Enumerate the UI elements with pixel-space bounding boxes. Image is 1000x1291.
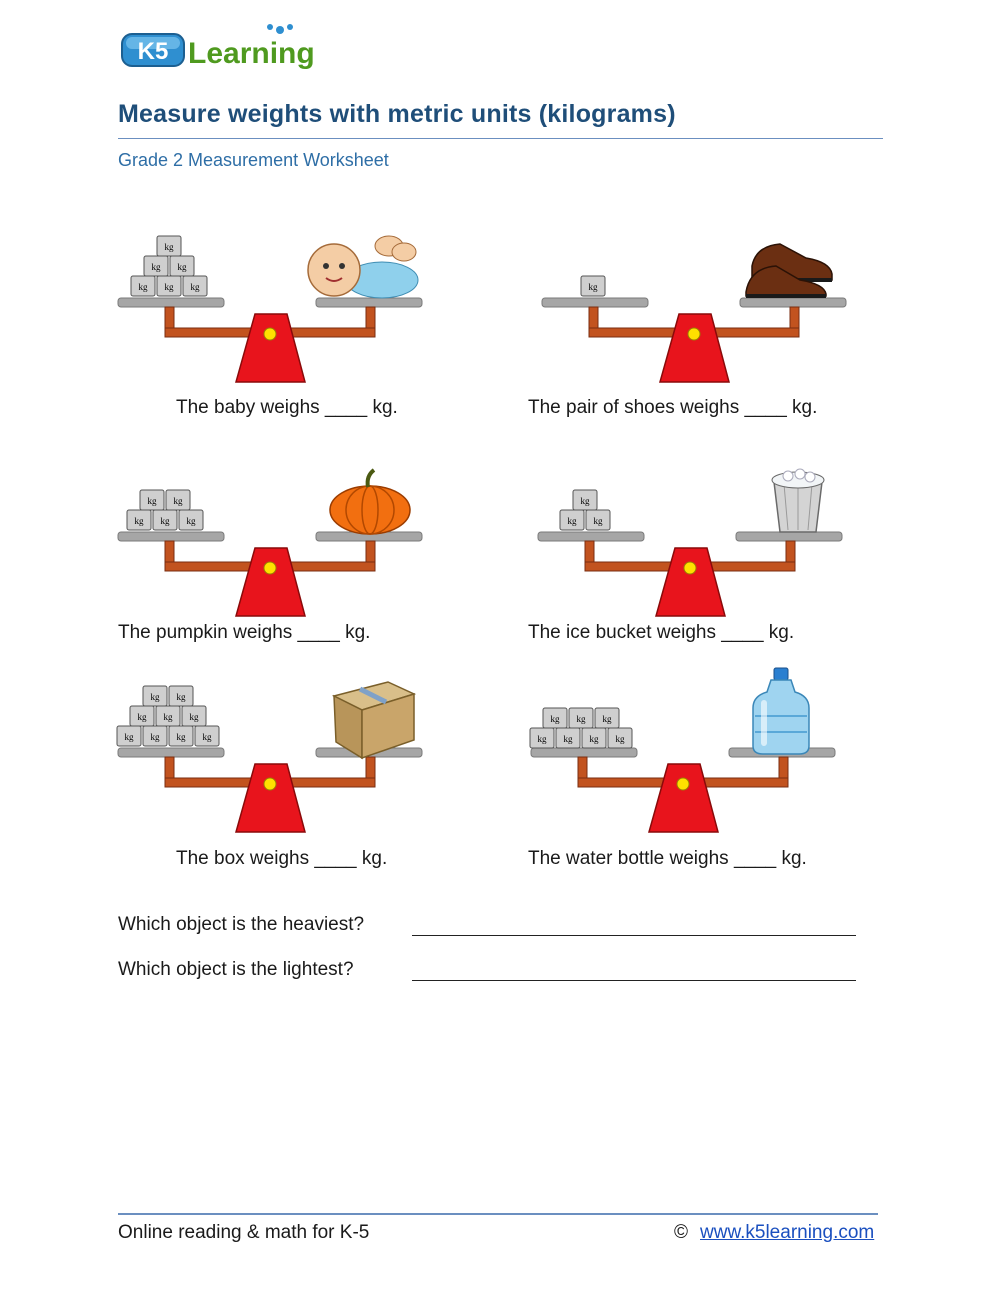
svg-text:kg: kg [602, 714, 612, 724]
svg-text:kg: kg [588, 282, 598, 292]
ice-bucket-illustration [772, 469, 824, 532]
svg-text:kg: kg [615, 734, 625, 744]
footer-divider [118, 1213, 878, 1215]
svg-text:kg: kg [151, 262, 161, 272]
caption-ice-bucket: The ice bucket weighs ____ kg. [528, 622, 795, 643]
kg-weights-stack [581, 276, 605, 296]
svg-text:kg: kg [563, 734, 573, 744]
caption-pumpkin: The pumpkin weighs ____ kg. [118, 622, 371, 643]
svg-text:kg: kg [137, 712, 147, 722]
caption-baby: The baby weighs ____ kg. [176, 397, 398, 418]
svg-text:kg: kg [176, 692, 186, 702]
svg-text:kg: kg [593, 516, 603, 526]
svg-text:kg: kg [537, 734, 547, 744]
kg-weights-stack [560, 490, 610, 530]
svg-text:kg: kg [202, 732, 212, 742]
scale-shoes [538, 222, 858, 392]
svg-text:kg: kg [160, 516, 170, 526]
page-subtitle: Grade 2 Measurement Worksheet [118, 150, 389, 170]
shoes-illustration [746, 244, 832, 298]
svg-text:kg: kg [138, 282, 148, 292]
question-heaviest: Which object is the heaviest? [118, 914, 365, 935]
water-bottle-illustration [753, 668, 809, 754]
baby-illustration [308, 236, 418, 298]
footer-website-link[interactable]: www.k5learning.com [700, 1222, 875, 1243]
svg-text:kg: kg [150, 732, 160, 742]
box-illustration [334, 682, 414, 758]
title-divider [118, 138, 883, 139]
pumpkin-illustration [330, 470, 410, 534]
scale-baby [114, 222, 434, 392]
scale-box [114, 672, 434, 842]
scale-ice-bucket [534, 456, 854, 626]
caption-water-bottle: The water bottle weighs ____ kg. [528, 848, 807, 869]
svg-text:kg: kg [589, 734, 599, 744]
svg-text:kg: kg [173, 496, 183, 506]
copyright-symbol: © [674, 1222, 688, 1243]
svg-text:kg: kg [176, 732, 186, 742]
svg-text:kg: kg [189, 712, 199, 722]
svg-text:kg: kg [163, 712, 173, 722]
scale-pumpkin [114, 456, 434, 626]
svg-text:Learning: Learning [188, 37, 315, 70]
kg-weights-stack [530, 708, 632, 748]
svg-text:kg: kg [124, 732, 134, 742]
svg-text:kg: kg [186, 516, 196, 526]
svg-text:kg: kg [164, 242, 174, 252]
page-title: Measure weights with metric units (kilograms) [118, 100, 676, 128]
kg-weights-stack [131, 236, 207, 296]
svg-text:kg: kg [150, 692, 160, 702]
svg-text:K5: K5 [137, 38, 169, 65]
kg-weights-stack [117, 686, 219, 746]
answer-line-lightest[interactable] [412, 980, 856, 981]
svg-text:kg: kg [580, 496, 590, 506]
footer-tagline: Online reading & math for K-5 [118, 1222, 370, 1243]
kg-weights-stack [127, 490, 203, 530]
svg-text:kg: kg [164, 282, 174, 292]
svg-text:kg: kg [134, 516, 144, 526]
answer-line-heaviest[interactable] [412, 935, 856, 936]
caption-box: The box weighs ____ kg. [176, 848, 388, 869]
svg-text:kg: kg [576, 714, 586, 724]
scale-water-bottle [527, 672, 847, 842]
caption-shoes: The pair of shoes weighs ____ kg. [528, 397, 818, 418]
svg-text:kg: kg [550, 714, 560, 724]
svg-text:kg: kg [190, 282, 200, 292]
k5-learning-logo [118, 22, 338, 74]
svg-text:kg: kg [177, 262, 187, 272]
question-lightest: Which object is the lightest? [118, 959, 354, 980]
svg-text:kg: kg [147, 496, 157, 506]
svg-text:kg: kg [567, 516, 577, 526]
